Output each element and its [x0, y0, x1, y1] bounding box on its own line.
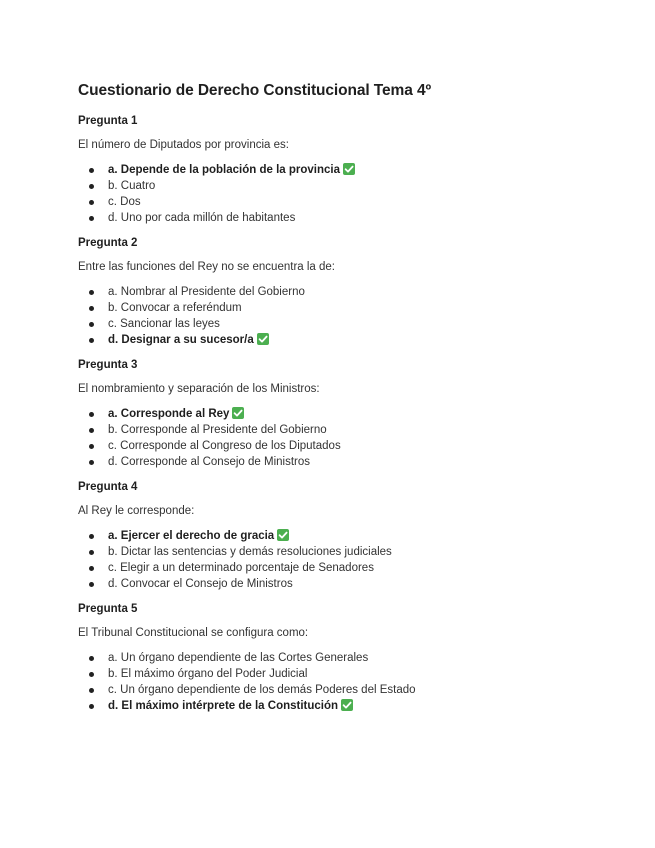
answer-label: d. Designar a su sucesor/a: [108, 334, 254, 346]
answer-option: [78, 178, 638, 194]
question-heading: Pregunta 1: [78, 115, 138, 127]
answer-option: [78, 454, 638, 470]
answer-label: b. Convocar a referéndum: [108, 302, 242, 314]
answer-label: b. Corresponde al Presidente del Gobierno: [108, 424, 327, 436]
bullet-icon: [89, 306, 94, 311]
answer-option: [78, 666, 638, 682]
question-block: [78, 602, 638, 714]
answer-options: [78, 406, 638, 470]
answer-option: [78, 284, 638, 300]
answer-option: [78, 650, 638, 666]
answer-option: [78, 682, 638, 698]
answer-option-correct: [78, 162, 638, 178]
answer-option: [78, 300, 638, 316]
check-mark-icon: [277, 529, 289, 541]
document-page: [78, 80, 638, 724]
bullet-icon: [89, 322, 94, 327]
bullet-icon: [89, 184, 94, 189]
answer-option: [78, 210, 638, 226]
bullet-icon: [89, 290, 94, 295]
answer-label: a. Un órgano dependiente de las Cortes Generales: [108, 652, 369, 664]
check-mark-icon: [257, 333, 269, 345]
answer-options: [78, 284, 638, 348]
question-block: [78, 358, 638, 470]
bullet-icon: [89, 216, 94, 221]
answer-option: [78, 544, 638, 560]
answer-label: a. Ejercer el derecho de gracia: [108, 530, 275, 542]
answer-label: d. El máximo intérprete de la Constitución: [108, 700, 339, 712]
answer-options: [78, 528, 638, 592]
bullet-icon: [89, 412, 94, 417]
answer-label: c. Corresponde al Congreso de los Diputados: [108, 440, 341, 452]
question-block: [78, 480, 638, 592]
answer-options: [78, 650, 638, 714]
answer-label: b. El máximo órgano del Poder Judicial: [108, 668, 308, 680]
answer-option-correct: [78, 406, 638, 422]
question-heading: Pregunta 4: [78, 481, 138, 493]
bullet-icon: [89, 534, 94, 539]
bullet-icon: [89, 200, 94, 205]
bullet-icon: [89, 168, 94, 173]
bullet-icon: [89, 656, 94, 661]
question-heading: Pregunta 2: [78, 237, 138, 249]
answer-label: a. Corresponde al Rey: [108, 408, 230, 420]
answer-option: [78, 422, 638, 438]
answer-label: d. Uno por cada millón de habitantes: [108, 212, 296, 224]
question-heading: Pregunta 3: [78, 359, 138, 371]
check-mark-icon: [232, 407, 244, 419]
bullet-icon: [89, 672, 94, 677]
answer-option-correct: [78, 698, 638, 714]
question-text: Al Rey le corresponde:: [78, 505, 195, 517]
bullet-icon: [89, 428, 94, 433]
answer-label: c. Dos: [108, 196, 141, 208]
question-text: El Tribunal Constitucional se configura como:: [78, 627, 309, 639]
question-text: Entre las funciones del Rey no se encuentra la de:: [78, 261, 335, 273]
bullet-icon: [89, 444, 94, 449]
document-title: Cuestionario de Derecho Constitucional Tema 4º: [78, 82, 432, 99]
answer-option: [78, 560, 638, 576]
question-list: [78, 114, 638, 714]
answer-label: d. Corresponde al Consejo de Ministros: [108, 456, 310, 468]
bullet-icon: [89, 566, 94, 571]
question-block: [78, 114, 638, 226]
answer-option-correct: [78, 528, 638, 544]
answer-label: b. Cuatro: [108, 180, 156, 192]
question-text: El número de Diputados por provincia es:: [78, 139, 289, 151]
question-text: El nombramiento y separación de los Ministros:: [78, 383, 320, 395]
bullet-icon: [89, 704, 94, 709]
answer-option: [78, 438, 638, 454]
answer-option-correct: [78, 332, 638, 348]
check-mark-icon: [341, 699, 353, 711]
bullet-icon: [89, 338, 94, 343]
answer-option: [78, 576, 638, 592]
bullet-icon: [89, 460, 94, 465]
answer-label: c. Un órgano dependiente de los demás Poderes del Estado: [108, 684, 416, 696]
question-heading: Pregunta 5: [78, 603, 138, 615]
answer-option: [78, 194, 638, 210]
answer-label: d. Convocar el Consejo de Ministros: [108, 578, 293, 590]
answer-option: [78, 316, 638, 332]
bullet-icon: [89, 688, 94, 693]
question-block: [78, 236, 638, 348]
answer-label: c. Elegir a un determinado porcentaje de Senadores: [108, 562, 374, 574]
answer-label: b. Dictar las sentencias y demás resoluciones judiciales: [108, 546, 392, 558]
answer-label: a. Depende de la población de la provincia: [108, 164, 340, 176]
bullet-icon: [89, 550, 94, 555]
check-mark-icon: [343, 163, 355, 175]
bullet-icon: [89, 582, 94, 587]
answer-label: c. Sancionar las leyes: [108, 318, 220, 330]
answer-label: a. Nombrar al Presidente del Gobierno: [108, 286, 305, 298]
answer-options: [78, 162, 638, 226]
